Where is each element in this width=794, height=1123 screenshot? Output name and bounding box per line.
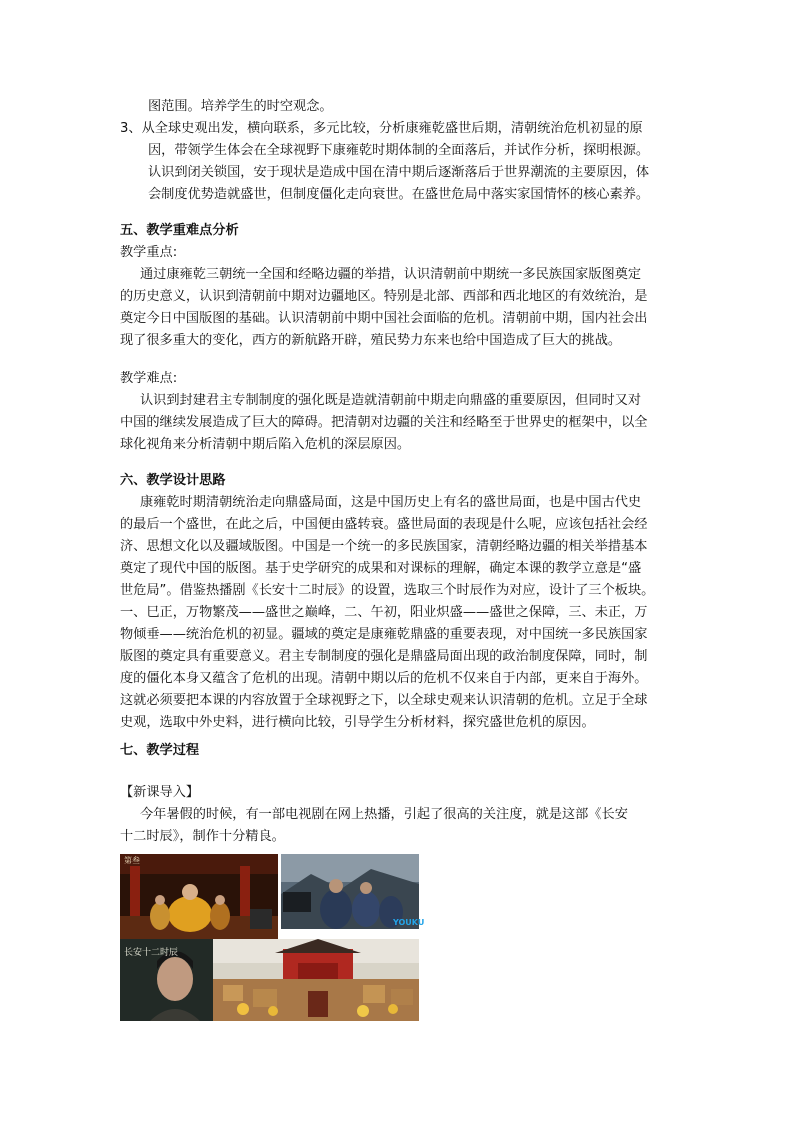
key-points-line: 奠定今日中国版图的基础。认识清朝前中期中国社会面临的危机。清朝前中期，国内社会出 [120, 311, 648, 326]
difficult-points-line: 认识到封建君主专制制度的强化既是造就清朝前中期走向鼎盛的重要原因，但同时又对 [140, 393, 642, 408]
key-points-line: 通过康雍乾三朝统一全国和经略边疆的举措，认识清朝前中期统一多民族国家版图奠定 [140, 267, 642, 282]
drama-poster-actor [120, 939, 213, 1021]
difficult-points-line: 球化视角来分析清朝中期后陷入危机的深层原因。 [120, 437, 411, 452]
objective-3-line: 会制度优势造就盛世，但制度僵化走向衰世。在盛世危局中落实家国情怀的核心素养。 [148, 187, 650, 202]
intro-label: 【新课导入】 [120, 785, 200, 800]
intro-line: 十二时辰》，制作十分精良。 [120, 829, 285, 844]
section-7-title: 七、教学过程 [120, 743, 200, 758]
drama-still-palace [120, 854, 278, 939]
still-caption: 第叁 [124, 856, 140, 865]
section-6 [120, 470, 680, 734]
objective-3-line: 因，带领学生体会在全球视野下康雍乾时期体制的全面落后，并试作分析，探明根源。 [148, 143, 650, 158]
poster-title: 长安十二时辰 [124, 948, 179, 958]
objective-line: 图范围。培养学生的时空观念。 [148, 99, 333, 114]
drama-still-soldiers [281, 854, 425, 929]
difficult-points-line: 中国的继续发展造成了巨大的障碍。把清朝对边疆的关注和经略至于世界史的框架中，以全 [120, 415, 648, 430]
youku-logo: YOUKU [393, 918, 425, 927]
design-line: 度的僵化本身又蕴含了危机的出现。清朝中期以后的危机不仅来自于内部，更来自于海外。 [120, 671, 648, 686]
section-5 [120, 220, 680, 352]
section-7 [120, 740, 680, 762]
key-points-line: 的历史意义，认识到清朝前中期对边疆地区。特别是北部、西部和西北地区的有效统治，是 [120, 289, 648, 304]
section-5-difficult [120, 368, 680, 456]
objective-3-line: 认识到闭关锁国，安于现状是造成中国在清中期后逐渐落后于世界潮流的主要原因，体 [148, 165, 650, 180]
key-points-line: 现了很多重大的变化，西方的新航路开辟，殖民势力东来也给中国造成了巨大的挑战。 [120, 333, 622, 348]
design-line: 史观，选取中外史料，进行横向比较，引导学生分析材料，探究盛世危机的原因。 [120, 715, 595, 730]
design-line: 康雍乾时期清朝统治走向鼎盛局面，这是中国历史上有名的盛世局面，也是中国古代史 [140, 495, 642, 510]
design-line: 一、巳正，万物繁茂——盛世之巅峰，二、午初，阳业炽盛——盛世之保障，三、未正，万 [120, 605, 648, 620]
design-line: 版图的奠定具有重要意义。君主专制制度的强化是鼎盛局面出现的政治制度保障，同时，制 [120, 649, 648, 664]
section-7-intro [120, 782, 680, 848]
key-points-label: 教学重点: [120, 245, 178, 260]
difficult-points-label: 教学难点: [120, 371, 178, 386]
design-line: 奠定了现代中国的版图。基于史学研究的成果和对课标的理解，确定本课的教学立意是“盛 [120, 561, 642, 576]
section-6-title: 六、教学设计思路 [120, 473, 226, 488]
section-5-title: 五、教学重难点分析 [120, 223, 239, 238]
design-line: 这就必须要把本课的内容放置于全球视野之下，以全球史观来认识清朝的危机。立足于全球 [120, 693, 648, 708]
design-line: 物倾垂——统治危机的初显。疆域的奠定是康雍乾鼎盛的重要表现，对中国统一多民族国家 [120, 627, 648, 642]
intro-line: 今年暑假的时候，有一部电视剧在网上热播，引起了很高的关注度，就是这部《长安 [140, 807, 628, 822]
design-line: 的最后一个盛世，在此之后，中国便由盛转衰。盛世局面的表现是什么呢，应该包括社会经 [120, 517, 648, 532]
design-line: 济、思想文化以及疆域版图。中国是一个统一的多民族国家，清朝经略边疆的相关举措基本 [120, 539, 648, 554]
objectives-block [120, 96, 680, 206]
design-line: 世危局”。借鉴热播剧《长安十二时辰》的设置，选取三个时辰作为对应，设计了三个板块。 [120, 583, 655, 598]
drama-still-city [213, 939, 419, 1021]
objective-3-line: 3、从全球史观出发，横向联系，多元比较，分析康雍乾盛世后期，清朝统治危机初显的原 [120, 121, 643, 136]
